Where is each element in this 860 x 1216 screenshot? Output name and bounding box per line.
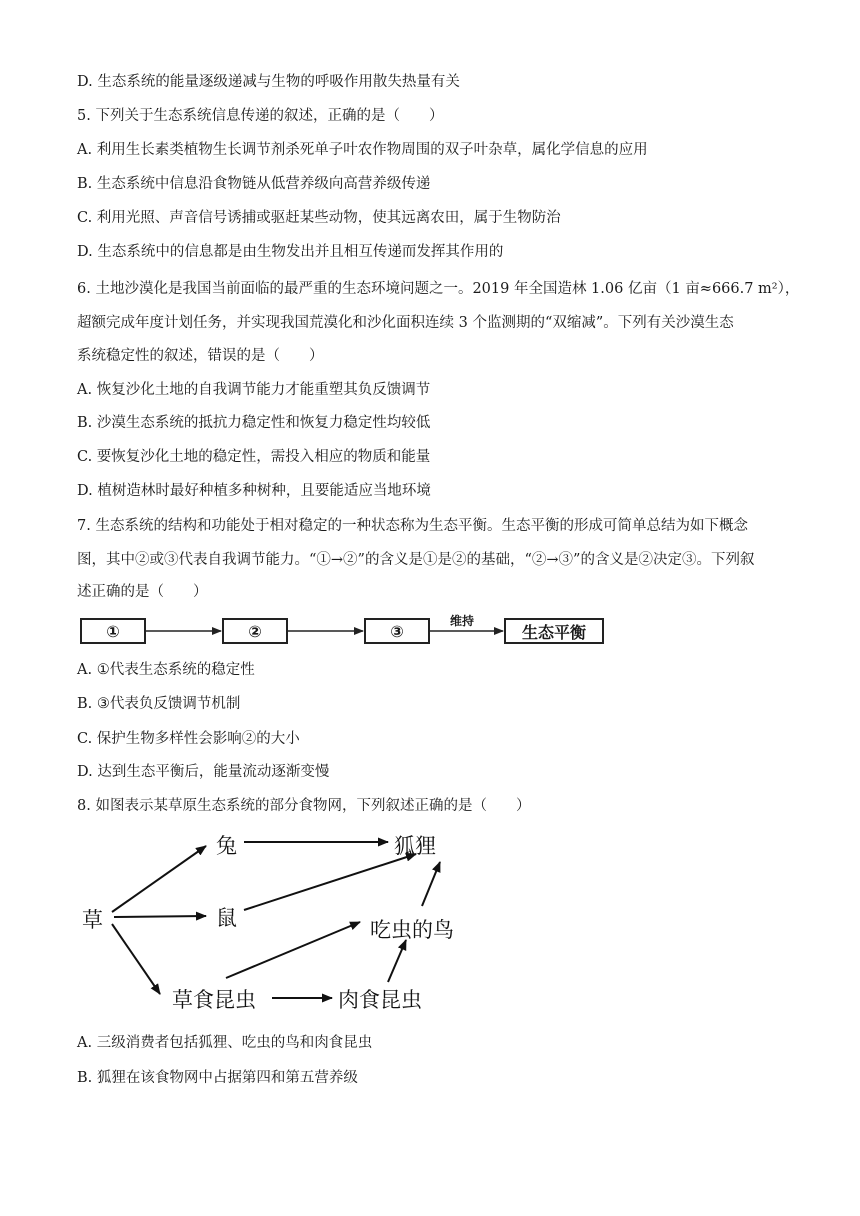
food-web [76,822,496,1017]
concept-box-1: ① [80,618,146,644]
node-herbivorous-insect: 草食昆虫 [172,988,256,1012]
line-1: D. 生态系统的能量逐级递减与生物的呼吸作用散失热量有关 [77,74,460,90]
q7-option-d: D. 达到生态平衡后，能量流动逐渐变慢 [77,764,330,780]
arrow-grass-mouse [114,916,206,917]
concept-box-3: ③ [364,618,430,644]
node-grass: 草 [82,908,103,932]
arrow-bird-fox [422,862,440,906]
arrow-mouse-fox [244,854,416,910]
question-7-line-2: 图，其中②或③代表自我调节能力。“①→②”的含义是①是②的基础，“②→③”的含义是②决定③。下列叙 [77,552,755,568]
q5-option-b: B. 生态系统中信息沿食物链从低营养级向高营养级传递 [77,176,431,192]
q5-option-d: D. 生态系统中的信息都是由生物发出并且相互传递而发挥其作用的 [77,244,504,260]
q6-option-b: B. 沙漠生态系统的抵抗力稳定性和恢复力稳定性均较低 [77,415,431,431]
node-rabbit: 兔 [216,834,237,858]
q7-option-a: A. ①代表生态系统的稳定性 [77,662,255,678]
question-7-line-3: 述正确的是（ ） [77,584,208,600]
node-carnivorous-insect: 肉食昆虫 [338,988,422,1012]
q5-option-c: C. 利用光照、声音信号诱捕或驱赶某些动物，使其远离农田，属于生物防治 [77,210,561,226]
node-insectivorous-bird: 吃虫的鸟 [370,918,454,942]
q7-option-b: B. ③代表负反馈调节机制 [77,696,241,712]
q6-option-d: D. 植树造林时最好种植多种树种，且要能适应当地环境 [77,483,431,499]
q7-option-c: C. 保护生物多样性会影响②的大小 [77,731,300,747]
concept-box-2: ② [222,618,288,644]
q5-option-a: A. 利用生长素类植物生长调节剂杀死单子叶农作物周围的双子叶杂草，属化学信息的应用 [77,142,648,158]
arrow-carnivorous-insect-bird [388,940,406,982]
question-6-line-3: 系统稳定性的叙述，错误的是（ ） [77,348,324,364]
q8-option-b: B. 狐狸在该食物网中占据第四和第五营养级 [77,1070,358,1086]
arrow-grass-rabbit [112,846,206,912]
concept-arrows [80,618,610,648]
concept-map [80,614,610,648]
question-6-line-2: 超额完成年度计划任务，并实现我国荒漠化和沙化面积连续 3 个监测期的“双缩减”。下列有关沙漠生态 [77,315,734,331]
question-8: 8. 如图表示某草原生态系统的部分食物网，下列叙述正确的是（ ） [77,798,531,814]
concept-box-ecological-balance: 生态平衡 [504,618,604,644]
arrow-grass-herbivorous-insect [112,924,160,994]
question-7-line-1: 7. 生态系统的结构和功能处于相对稳定的一种状态称为生态平衡。生态平衡的形成可简单总结为如下概念 [77,518,748,534]
q6-option-c: C. 要恢复沙化土地的稳定性，需投入相应的物质和能量 [77,449,431,465]
question-5: 5. 下列关于生态系统信息传递的叙述，正确的是（ ） [77,108,444,124]
q6-option-a: A. 恢复沙化土地的自我调节能力才能重塑其负反馈调节 [77,382,431,398]
arrow-herbivorous-insect-bird [226,922,360,978]
node-fox: 狐狸 [394,834,436,858]
node-mouse: 鼠 [216,906,237,930]
arrow-label-maintain: 维持 [450,614,475,628]
question-6-line-1: 6. 土地沙漠化是我国当前面临的最严重的生态环境问题之一。2019 年全国造林 1.06 亿亩（1 亩≈666.7 m²）， [77,281,800,297]
q8-option-a: A. 三级消费者包括狐狸、吃虫的鸟和肉食昆虫 [77,1035,373,1051]
